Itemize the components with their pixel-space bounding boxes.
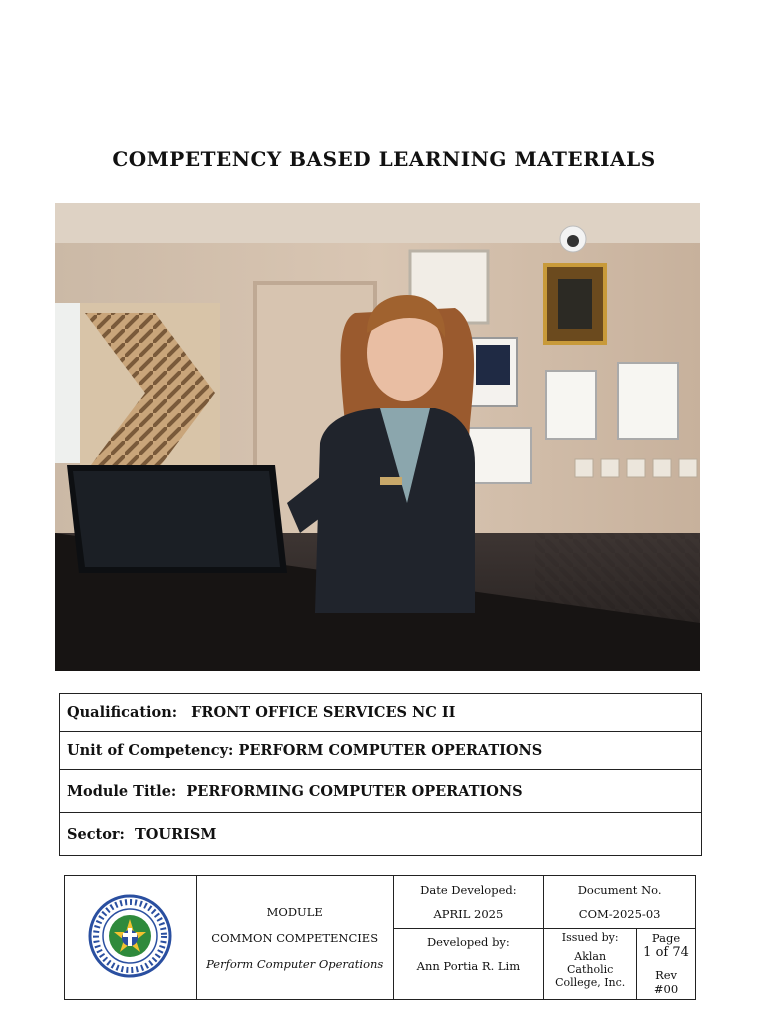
rev-value: #00 — [653, 982, 679, 996]
page-current: 1 — [643, 945, 652, 960]
module-category: COMMON COMPETENCIES — [211, 930, 379, 945]
sector-row — [60, 813, 702, 856]
issuer-cell — [544, 929, 637, 1000]
college-seal-logo — [88, 894, 172, 978]
qualification-row — [60, 694, 702, 732]
sector-label: Sector: — [67, 825, 125, 843]
unit-row — [60, 732, 702, 770]
document-number-value: COM-2025-03 — [578, 907, 661, 921]
issuer-line-3: College, Inc. — [555, 976, 626, 989]
rev-label: Rev — [655, 968, 678, 982]
date-value: APRIL 2025 — [433, 907, 504, 921]
module-info-table — [59, 693, 702, 856]
qualification-label: Qualification: — [67, 704, 178, 721]
document-footer — [64, 875, 696, 1000]
date-label: Date Developed: — [420, 883, 517, 897]
sector-value: TOURISM — [135, 825, 217, 843]
document-number-label: Document No. — [577, 883, 662, 897]
page-number — [637, 945, 695, 960]
issued-by-label: Issued by: — [561, 931, 619, 944]
page-label: Page — [651, 931, 681, 945]
logo-cell — [65, 876, 197, 1000]
qualification-value: FRONT OFFICE SERVICES NC II — [191, 704, 456, 721]
module-cell — [196, 876, 393, 1000]
page-cell — [637, 929, 696, 1000]
developer-name: Ann Portia R. Lim — [416, 959, 521, 973]
issuer-line-2: Catholic — [567, 963, 614, 976]
developed-by-label: Developed by: — [426, 935, 510, 949]
module-value: PERFORMING COMPUTER OPERATIONS — [186, 782, 523, 800]
document-title: COMPETENCY BASED LEARNING MATERIALS — [112, 147, 656, 171]
developer-cell — [393, 929, 544, 1000]
module-row — [60, 770, 702, 813]
document-number-cell — [544, 876, 696, 929]
module-label: Module Title: — [67, 782, 177, 800]
unit-label: Unit of Competency: — [67, 742, 234, 759]
cover-photo — [55, 203, 700, 671]
page-total: of 74 — [655, 945, 689, 960]
date-cell — [393, 876, 544, 929]
module-label: MODULE — [266, 904, 323, 919]
issuer-line-1: Aklan — [574, 950, 607, 963]
unit-value: PERFORM COMPUTER OPERATIONS — [238, 742, 543, 759]
module-name: Perform Computer Operations — [206, 956, 384, 971]
